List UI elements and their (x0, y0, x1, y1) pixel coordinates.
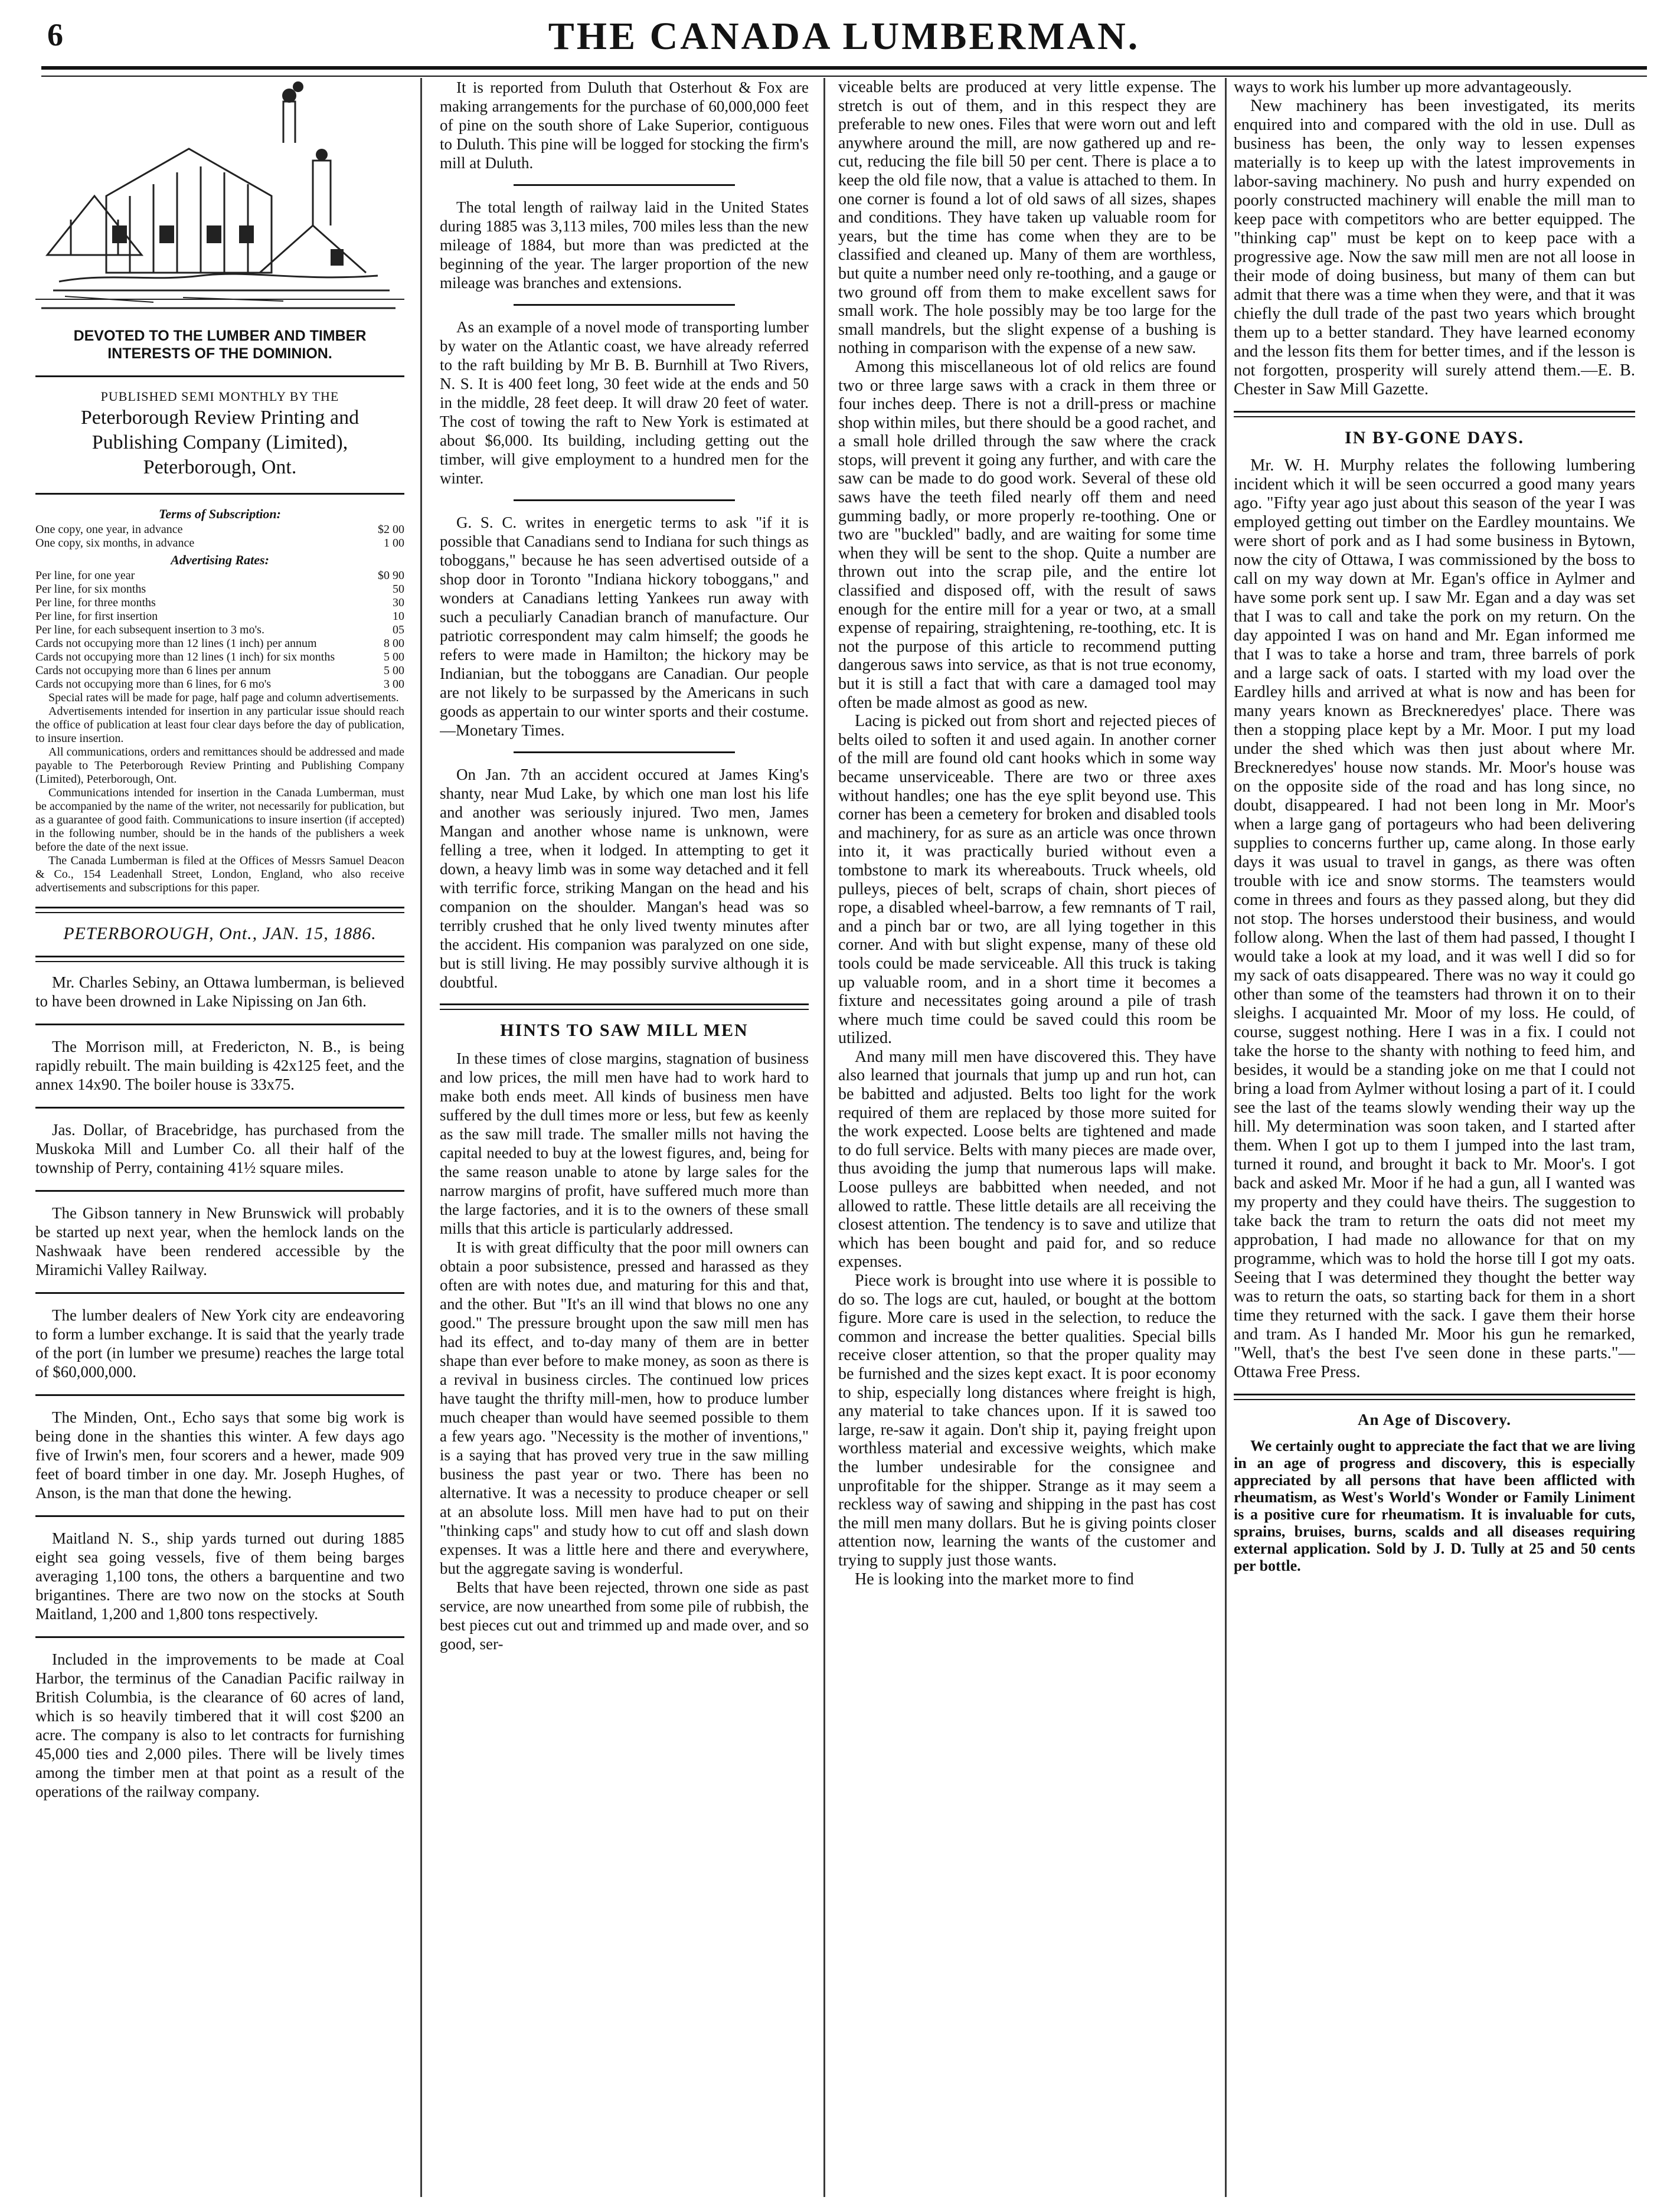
article-paragraph: viceable belts are produced at very little expense. The stretch is out of them, and in this respect they are preferable to new ones. Files that were worn out and left anywhere around the mill, are now gathered up and re-cut, reducing the file bill 50 per cent. There is place a to keep the old file now, that a value is attached to them. In one corner is found a lot of old saws of all sizes, shapes and conditions. They have taken up valuable room for years, but the time has come when they are to be classified and cleaned up. Many of them are worthless, but quite a number need only re-toothing, and a gauge or two ground off from them to make excellent saws for small work. The hole possibly may be too large for the small mandrels, but the slight expense of a bushing is nothing in comparison with the expense of a new saw. (838, 78, 1216, 358)
news-item: The Gibson tannery in New Brunswick will probably be started up next year, when the hemlock lands on the Nashwaak have been rendered accessible by the Miramichi Valley Railway. (35, 1204, 404, 1279)
article-paragraph: Piece work is brought into use where it is possible to do so. The logs are cut, hauled, or bought at the bottom figure. More care is used in the selection, to reduce the common and increase the better qualities. Special bills receive closer attention, so that the proper quality may be furnished and the sizes kept exact. It is poor economy to ship, especially long distances where freight is high, any material to take chances upon. If it is sawed too large, re-saw it again. Don't ship it, paying freight upon worthless material and excessive weights, which make the lumber undesirable for the consignee and unprofitable for the shipper. Strange as it may seem a reckless way of sawing and shipping in the past has cost the mill men many dollars. But he is giving points closer attention now, learning the wants of the customer and trying to supply just those wants. (838, 1271, 1216, 1570)
news-item: The lumber dealers of New York city are endeavoring to form a lumber exchange. It is said that the yearly trade of the port (in lumber we presume) reaches the large total of $60,000,000. (35, 1306, 404, 1381)
column-4 (1234, 78, 1635, 2197)
column-rule (1225, 78, 1227, 2197)
news-item: The total length of railway laid in the United States during 1885 was 3,113 miles, 700 miles less than the new mileage of 1884, but more than was predicted at the beginning of the year. The larger proportion of the new mileage was branches and extensions. (440, 198, 809, 292)
notice: The Canada Lumberman is filed at the Offices of Messrs Samuel Deacon & Co., 154 Leadenhall Street, London, England, who also receive advertisements and subscriptions for this paper. (35, 854, 404, 894)
article-paragraph: And many mill men have discovered this. They have also learned that journals that jump up and run hot, can be babitted and adjusted. Belts too light for the work required of them are replaced by those more suited for the work expected. Loose belts are tightened and made to do full service. Belts with many pieces are made over, thus avoiding the jump that numerous laps will make. Loose pulleys are babbitted when needed, and not allowed to rattle. These little details are all receiving the closest attention. The tendency is to save and utilize that which has been bought and paid for, and so reduce expenses. (838, 1047, 1216, 1271)
rate-row: Cards not occupying more than 6 lines per annum 5 00 (35, 664, 404, 677)
article-paragraph: New machinery has been investigated, its merits enquired into and compared with the old in use. Dull as business has been, the only way to lessen expenses materially is to keep up with the latest improvements in labor-saving machinery. No push and hurry expended on poorly constructed machinery will enable the mill man to keep pace with competitors who are better equipped. The "thinking cap" must be kept on to keep pace with a progressive age. Now the saw mill men are not all loose in their mode of doing business, but many of them can but admit that there was a time when they were, and that it was chiefly the dull trade of the past two years which brought them up to a better standard. They have learned economy and the lesson fits them for better times, and if the lesson is not forgotten, prosperity will surely attend them.—E. B. Chester in Saw Mill Gazette. (1234, 97, 1635, 398)
divider (35, 907, 404, 913)
column-1 (35, 78, 404, 2197)
masthead-engraving (35, 78, 404, 320)
advertising-heading: Advertising Rates: (171, 552, 269, 567)
article-paragraph: Lacing is picked out from short and rejected pieces of belts oiled to soften it and used again. In another corner of the mill are found old cant hooks which in some way became unserviceable. There are two or three axes without handles; one has the eye split beyond use. This corner has been a cemetery for broken and disabled tools and machinery, for as sure as an article was once thrown into it, it was practically buried without even a tombstone to mark its whereabouts. Truck wheels, old pulleys, pieces of belt, scraps of chain, short pieces of rope, a disabled wheel-barrow, a few remnants of T rail, and a pinch bar or two, are all lying together in this corner. And with but slight expense, many of these old tools could be made serviceable. All this truck is taking up valuable room, and in a short time it becomes a fixture and necessitates going around a pile of trash where much time could be saved could this room be utilized. (838, 712, 1216, 1048)
divider (35, 1394, 404, 1396)
news-item: The Morrison mill, at Fredericton, N. B., is being rapidly rebuilt. The main building is 42x125 feet, and the annex 14x90. The boiler house is 33x75. (35, 1038, 404, 1093)
masthead-rule (41, 66, 1647, 77)
article-paragraph: It is with great difficulty that the poor mill owners can obtain a poor subsistence, pressed and harassed as they often are with notes due, and maturing for this and that, and the other. But "It's an ill wind that blows no one any good." The pressure brought upon the saw mill men has had its effect, and to-day many of them are in better shape than ever before to make money, as soon as there is a revival in business circles. The continued low prices have taught the thrifty mill-men, how to produce lumber much cheaper than would have seemed possible to them a few years ago. "Necessity is the mother of inventions," is a saying that has proved very true in the saw milling business the past year or two. There has been no alternative. It was a necessity to produce cheaper or sell at an absolute loss. Mill men have had to put on their "thinking caps" and study how to cut off and slash down expenses. It was a little here and there and everywhere, but the aggregate saving is wonderful. (440, 1238, 809, 1577)
notice: Advertisements intended for insertion in any particular issue should reach the office of publication at least four clear days before the day of publication, to insure insertion. (35, 705, 404, 745)
divider (35, 1292, 404, 1294)
rate-row: Cards not occupying more than 12 lines (1 inch) for six months 5 00 (35, 650, 404, 663)
column-rule (420, 78, 422, 2197)
masthead (41, 17, 1647, 64)
rate-row: Cards not occupying more than 6 lines, for 6 mo's 3 00 (35, 678, 404, 691)
rate-row: Per line, for first insertion 10 (35, 610, 404, 623)
news-item: Maitland N. S., ship yards turned out during 1885 eight sea going vessels, five of them being barges averaging 1,100 tons, the others a barquentine and two brigantines. There are two now on the stocks at South Maitland, 1,200 and 1,800 tons respectively. (35, 1529, 404, 1623)
article-paragraph: Mr. W. H. Murphy relates the following lumbering incident which it will be seen occurred a good many years ago. "Fifty year ago just about this season of the year I was employed getting out timber on the Eardley mountains. We were short of pork and as I had some business in Bytown, now the city of Ottawa, I was commissioned by the boss to call on my way down at Mr. Egan's office in Aylmer and have some pork sent up. I saw Mr. Egan and a day was set that I was to call and take the pork on my return. On the day appointed I was on hand and Mr. Egan informed me that I was to take a horse and tram, three barrels of pork and a large sack of oats. I started with my load over the Eardley hills and arrived at what is now and has been for many years known as Breckneredyes' place. There was then a stopping place kept by a Mr. Moor. I put my load under the shed which was then just about where Mr. Breckneredyes' house now stands. Mr. Moor's house was on the opposite side of the road and has long since, no doubt, disappeared. I had not been long in Mr. Moor's when a large gang of portageurs who had been delivering supplies to concerns further up, came along. In those early days it was usual to travel in gangs, as there was often trouble with ice and snow storms. The teamsters would come in threes and fours as they passed along, but they did not stop. The horses understood their business, and would follow along. When the last of them had passed, I thought I would take a look at my load, and it was well I did so for my sack of oats disappeared. There was no way it could go other than some of the teamsters had thrown it on to their sleighs. I acquainted Mr. Moor of my loss. He could, of course, suggest nothing. Here I was in a fix. I could not take the horse to the shanty with nothing to feed him, and besides, it would be a standing joke on me that I could not bring a load from Aylmer without losing a part of it. I could see the last of the teams slowly wending their way up the hill. My determination was soon taken, and I started after them. When I got up to them I jumped into the last tram, turned it round, and brought it back to Mr. Moor's. I got back and asked Mr. Moor if he had a gun, all I wanted was my property and they could have theirs. The suggestion to take back the tram to return the oats did not meet my approbation, I had made no allowance for that on my programme, which was to hold the horse till I got my oats. Seeing that I was determined they thought the better way was to return the oats, so starting back for them in a short time they returned with the sack. I gave them their horse and tram. As I handed Mr. Moor his gun he remarked, "Well, that's the best I've seen done in these parts."—Ottawa Free Press. (1234, 456, 1635, 1381)
sawmill-illustration (35, 78, 404, 320)
publisher-name: Peterborough Review Printing and Publishing Company (Limited), Peterborough, Ont. (80, 407, 359, 478)
divider (35, 375, 404, 377)
advertisement-heading: An Age of Discovery. (1358, 1411, 1511, 1428)
news-item: Mr. Charles Sebiny, an Ottawa lumberman, is believed to have been drowned in Lake Nipissing on Jan 6th. (35, 973, 404, 1010)
rate-row: Per line, for six months 50 (35, 583, 404, 596)
motto: DEVOTED TO THE LUMBER AND TIMBER INTERESTS OF THE DOMINION. (73, 328, 367, 362)
divider (514, 751, 735, 753)
notice: Communications intended for insertion in the Canada Lumberman, must be accompanied by the name of the writer, not necessarily for publication, but as a guarantee of good faith. Communications to insure insertion (if accepted) in the following number, should be in the hands of the publishers a week before the date of the next issue. (35, 786, 404, 854)
article-paragraph: ways to work his lumber up more advantageously. (1234, 78, 1572, 96)
news-item: On Jan. 7th an accident occured at James King's shanty, near Mud Lake, by which one man lost his life and another was seriously injured. Two men, James Mangan and another whose name is unknown, were felling a tree, when it lodged. In attempting to get it down, a heavy limb was in some way detached and it fell with terrific force, striking Mangan on the head and his companion on the shoulder. Mangan's head was so terribly crushed that he only lived twenty minutes after the accident. His companion was paralyzed on one side, but is still living. He may possibly survive although it is doubtful. (440, 766, 809, 991)
divider (35, 1190, 404, 1192)
divider (514, 499, 735, 501)
divider (514, 304, 735, 306)
article-heading: HINTS TO SAW MILL MEN (500, 1021, 749, 1040)
news-item: The Minden, Ont., Echo says that some big work is being done in the shanties this winter. A few days ago five of Irwin's men, four scorers and a hewer, made 909 feet of board timber in one day. Mr. Joseph Hughes, of Anson, is the man that done the hewing. (35, 1408, 404, 1502)
column-rule (823, 78, 825, 2197)
article-paragraph: Belts that have been rejected, thrown one side as past service, are now unearthed from some pile of rubbish, the best pieces cut out and trimmed up and made over, and so good, ser- (440, 1578, 809, 1653)
article-paragraph: He is looking into the market more to find (855, 1570, 1134, 1588)
article-heading: IN BY-GONE DAYS. (1344, 428, 1525, 447)
column-2 (440, 78, 809, 2197)
news-item: It is reported from Duluth that Osterhout & Fox are making arrangements for the purchase of 60,000,000 feet of pine on the south shore of Lake Superior, contiguous to Duluth. This pine will be logged for stocking the firm's mill at Duluth. (440, 79, 809, 172)
news-item: As an example of a novel mode of transporting lumber by water on the Atlantic coast, we have already referred to the raft building by Mr B. B. Burnhill at Two Rivers, N. S. It is 400 feet long, 30 feet wide at the ends and 50 in the middle, 28 feet deep. It will draw 20 feet of water. The cost of towing the raft to New York is estimated at about $6,000. Its building, including getting out the timber, will give employment to a hundred men for the winter. (440, 318, 809, 487)
divider (35, 956, 404, 962)
divider (35, 1515, 404, 1517)
terms-heading: Terms of Subscription: (158, 506, 281, 521)
rate-row: Per line, for each subsequent insertion to 3 mo's. 05 (35, 623, 404, 636)
rate-row: One copy, six months, in advance 1 00 (35, 537, 404, 550)
page-number: 6 (47, 17, 63, 53)
news-item: Included in the improvements to be made at Coal Harbor, the terminus of the Canadian Pacific railway in British Columbia, is the clearance of 60 acres of land, which is so heavily timbered that it will cost $200 an acre. The company is also to let contracts for furnishing 45,000 ties and 2,000 piles. There will be lively times among the timber men at that point as a result of the operations of the railway company. (35, 1650, 404, 1800)
rate-row: One copy, one year, in advance $2 00 (35, 523, 404, 536)
divider (35, 1107, 404, 1109)
rate-row: Cards not occupying more than 12 lines (1 inch) per annum 8 00 (35, 637, 404, 650)
rate-row: Per line, for one year $0 90 (35, 569, 404, 582)
column-3 (838, 78, 1216, 2197)
divider (1234, 1394, 1635, 1400)
notice: Special rates will be made for page, half page and column advertisements. (48, 691, 399, 704)
publication-frequency: PUBLISHED SEMI MONTHLY BY THE (100, 389, 339, 404)
divider (35, 493, 404, 495)
divider (1234, 411, 1635, 417)
article-paragraph: Among this miscellaneous lot of old relics are found two or three large saws with a crack in them three or four inches deep. There is not a drill-press or machine shop within miles, but there should be a good rachet, and a small hole drilled through the saw where the crack stops, will prevent it going any further, and with care the saw can be made to do good work. Several of these old saws have the teeth filed nearly off them and need gumming badly, or more properly re-toothing. One or two are "buckled" badly, and are waiting for some time when they will be sent to the shop. Quite a number are thrown out into the scrap pile, and the entire lot classified and disposed off, with the result of saws enough for the entire mill for a year or two, at a small expense of repairing, straightening, re-toothing, etc. It is not the purpose of this article to recommend putting dangerous saws into service, as that is not true economy, but it is still a fact that with care a damaged tool may often be made almost as good as new. (838, 357, 1216, 712)
paper-title: THE CANADA LUMBERMAN. (548, 15, 1140, 58)
divider (440, 1003, 809, 1010)
notice: All communications, orders and remittances should be addressed and made payable to The Peterborough Review Printing and Publishing Company (Limited), Peterborough, Ont. (35, 746, 404, 786)
divider (514, 184, 735, 186)
divider (35, 1636, 404, 1638)
news-item: Jas. Dollar, of Bracebridge, has purchased from the Muskoka Mill and Lumber Co. all their half of the township of Perry, containing 41½ square miles. (35, 1121, 404, 1176)
advertisement-text: We certainly ought to appreciate the fact that we are living in an age of progress and discovery, this is especially appreciated by all persons that have been afflicted with rheumatism, as West's World's Wonder or Family Liniment is a positive cure for rheumatism. It is invaluable for cuts, sprains, bruises, burns, scalds and all diseases requiring external application. Sold by J. D. Tully at 25 and 50 cents per bottle. (1234, 1437, 1635, 1574)
rate-row: Per line, for three months 30 (35, 596, 404, 609)
news-item: G. S. C. writes in energetic terms to ask "if it is possible that Canadians send to Indiana for such things as toboggans," because he has seen advertised outside of a shop door in Toronto "Indiana hickory toboggans," and wonders at Canadians letting Yankees run away with such a peculiarly Canadian branch of manufacture. Our patriotic correspondent may calm himself; the goods he refers to were made in Hamilton; the hickory may be Indianian, but the toboggans are Canadian. Our people are not likely to be surpassed by the Americans in such goods as appertain to our winter sports and their costume.—Monetary Times. (440, 514, 809, 739)
article-paragraph: In these times of close margins, stagnation of business and low prices, the mill men have had to work hard to make both ends meet. All kinds of business men have suffered by the dull times more or less, but few as keenly as the saw mill trade. The smaller mills not having the capital needed to buy at the lowest figures, and, being for the same reason unable to atone by large sales for the narrow margins of profit, have suffered much more than the large factories, and it is to the owners of these small mills that this article is particularly addressed. (440, 1050, 809, 1237)
dateline: PETERBOROUGH, Ont., JAN. 15, 1886. (63, 924, 377, 943)
divider (35, 1024, 404, 1025)
